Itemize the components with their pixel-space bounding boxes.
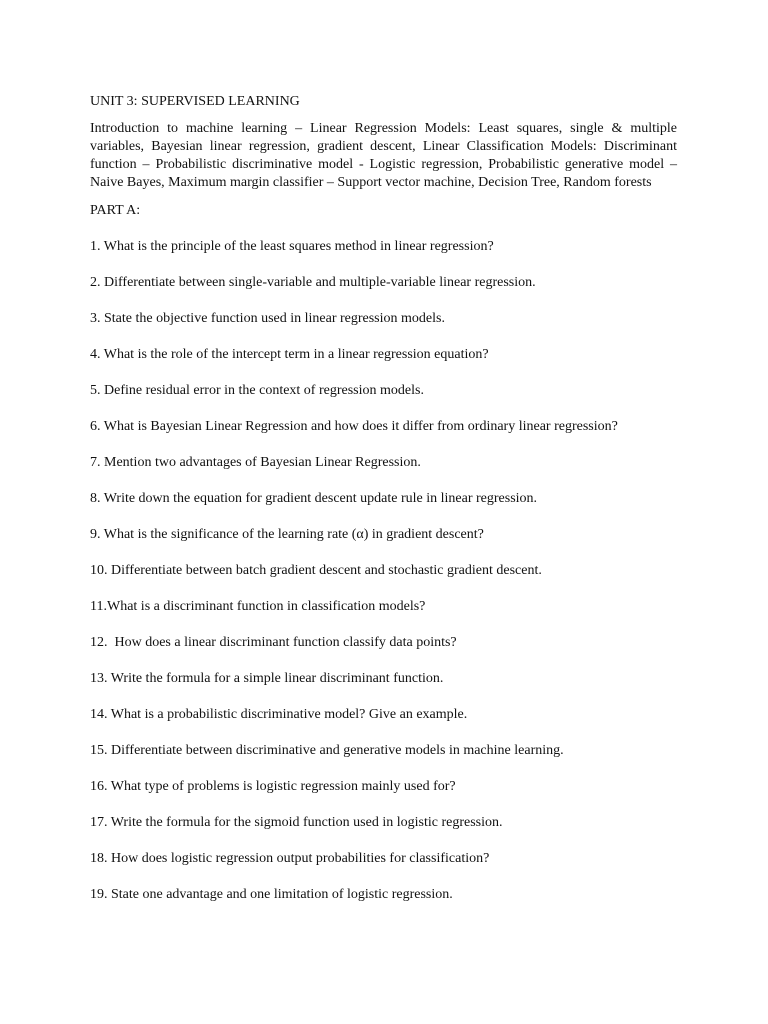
question-item: 16. What type of problems is logistic regression mainly used for? <box>90 779 456 794</box>
question-item: 18. How does logistic regression output probabilities for classification? <box>90 851 490 866</box>
syllabus-intro: Introduction to machine learning – Linear Regression Models: Least squares, single & multiple variables, Bayesian linear regression, gradient descent, Linear Classification Models: Discriminant function – Probabilistic discriminative model - Logistic regression, Probabilistic generative model – Naive Bayes, Maximum margin classifier – Support vector machine, Decision Tree, Random forests <box>90 121 677 190</box>
question-item: 15. Differentiate between discriminative and generative models in machine learning. <box>90 743 564 758</box>
part-label: PART A: <box>90 203 141 218</box>
question-item: 7. Mention two advantages of Bayesian Linear Regression. <box>90 455 421 470</box>
question-item: 19. State one advantage and one limitation of logistic regression. <box>90 887 453 902</box>
question-item: 5. Define residual error in the context of regression models. <box>90 383 424 398</box>
question-item: 11.What is a discriminant function in classification models? <box>90 599 426 614</box>
question-item: 10. Differentiate between batch gradient descent and stochastic gradient descent. <box>90 563 542 578</box>
question-item: 17. Write the formula for the sigmoid function used in logistic regression. <box>90 815 503 830</box>
question-list <box>90 237 677 905</box>
question-item: 2. Differentiate between single-variable and multiple-variable linear regression. <box>90 275 536 290</box>
unit-title: UNIT 3: SUPERVISED LEARNING <box>90 94 300 109</box>
question-item: 3. State the objective function used in linear regression models. <box>90 311 445 326</box>
question-item: 13. Write the formula for a simple linear discriminant function. <box>90 671 444 686</box>
question-item: 12. How does a linear discriminant function classify data points? <box>90 635 457 650</box>
question-item: 6. What is Bayesian Linear Regression and how does it differ from ordinary linear regression? <box>90 419 618 434</box>
question-item: 14. What is a probabilistic discriminative model? Give an example. <box>90 707 468 722</box>
question-item: 8. Write down the equation for gradient descent update rule in linear regression. <box>90 491 538 506</box>
question-item: 1. What is the principle of the least squares method in linear regression? <box>90 239 494 254</box>
question-item: 9. What is the significance of the learning rate (α) in gradient descent? <box>90 527 484 542</box>
question-item: 4. What is the role of the intercept term in a linear regression equation? <box>90 347 489 362</box>
document-page <box>90 92 677 921</box>
